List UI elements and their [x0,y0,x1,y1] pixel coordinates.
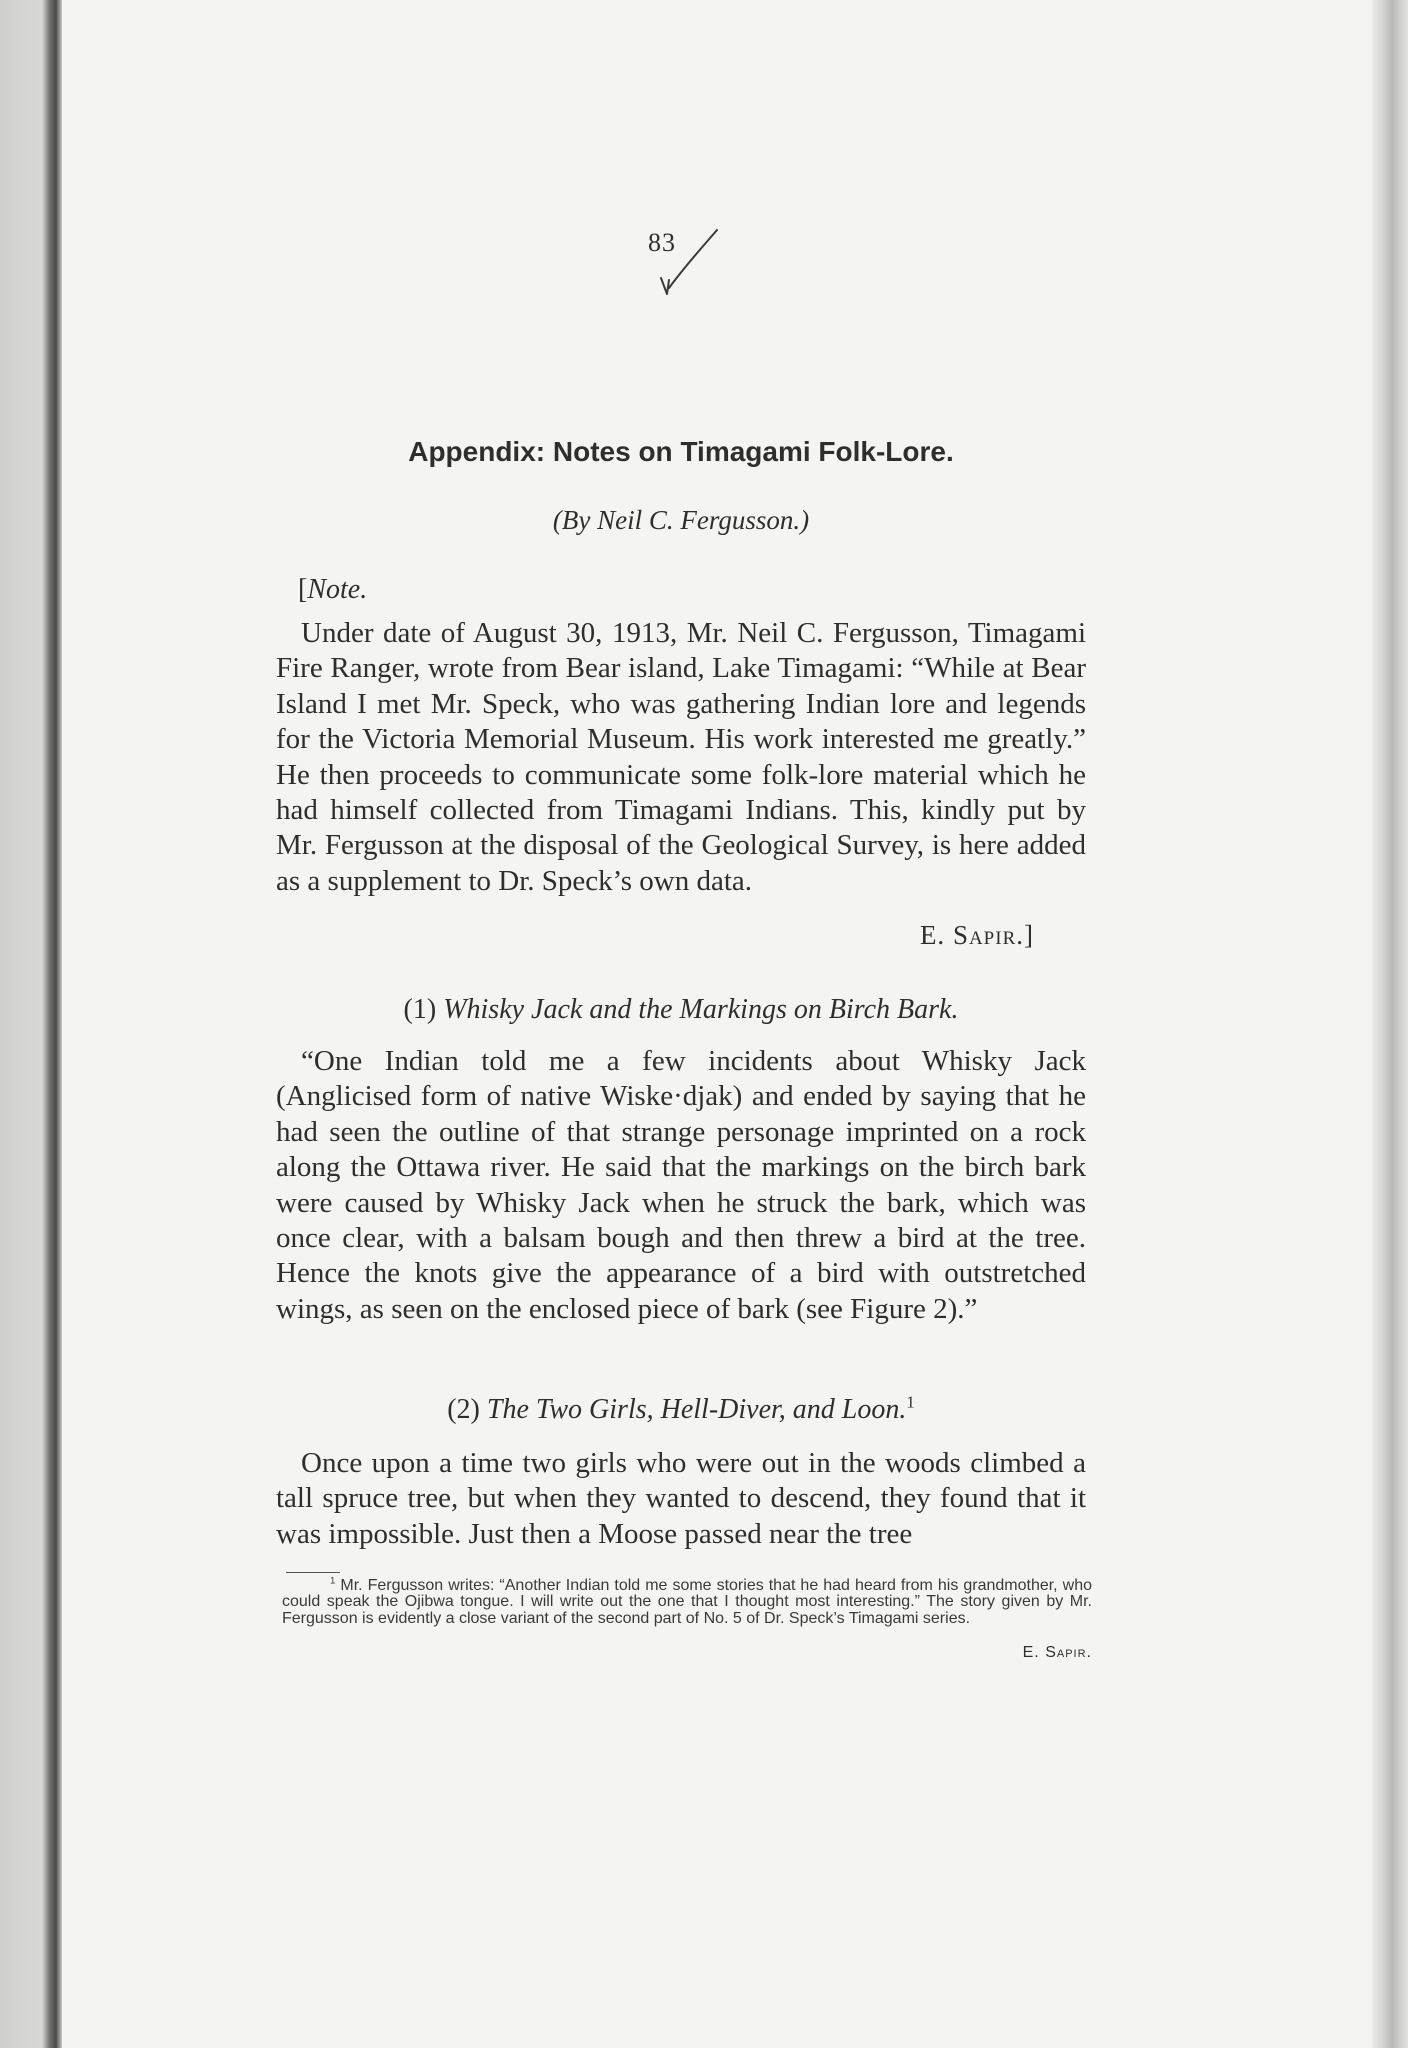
byline: (By Neil C. Fergusson.) [552,505,810,535]
note-signature-name: Sapir [952,920,1017,950]
section-2-paragraph: Once upon a time two girls who were out in the woods climbed a tall spruce tree, but when they wanted to descend, they found that it was impossible. Just then a Moose passed near the tree [276,1447,1086,1550]
section-2-heading [276,1394,1086,1426]
note-label-text: Note. [307,574,368,605]
footnote-signature-initial: E. [1022,1644,1040,1661]
note-label [298,574,367,606]
section-2-number: (2) [447,1394,480,1425]
footnote-signature [1023,1644,1092,1662]
footnote-reference: 1 [906,1392,915,1412]
note-open-bracket: [ [298,574,308,605]
page-title: Appendix: Notes on Timagami Folk-Lore. [408,436,954,467]
footnote-text: Mr. Fergusson writes: “Another Indian told me some stories that he had heard from his grandmother, who could speak the Ojibwa tongue. I will write out the one that I thought most interesting.” The story given by Mr. Fergusson is evidently a close variant of the second part of No. 5 of Dr. Speck’s Timagami series. [282,1577,1092,1627]
footnote-divider [286,1572,340,1573]
footnote [282,1575,1092,1627]
note-paragraph: Under date of August 30, 1913, Mr. Neil C. Fergusson, Timagami Fire Ranger, wrote from Bear island, Lake Timagami: “While at Bear Island I met Mr. Speck, who was gathering Indian lore and legends for the Victoria Memorial Museum. His work interested me greatly.” He then proceeds to communicate some folk-lore material which he had himself collected from Timagami Indians. This, kindly put by Mr. Fergusson at the disposal of the Geological Survey, is here added as a supplement to Dr. Speck’s own data. [276,617,1086,897]
book-binding-left [0,0,62,2048]
section-1-heading [276,994,1086,1026]
section-1-title: Whisky Jack and the Markings on Birch Bark. [443,994,959,1025]
footnote-marker: 1 [330,1575,336,1587]
note-signature-initial: E. [919,920,946,950]
section-2-title: The Two Girls, Hell-Diver, and Loon. [486,1394,907,1425]
note-signature-close: .] [1016,920,1034,950]
page-number: 83 [648,228,676,257]
section-1-paragraph: “One Indian told me a few incidents about Whisky Jack (Anglicised form of native Wiske·djak) and ended by saying that he had seen the outline of that strange personage imprinted on a rock along the Ottawa river. He said that the markings on the birch bark were caused by Whisky Jack when he struck the bark, which was once clear, with a balsam bough and then threw a bird at the tree. Hence the knots give the appearance of a bird with outstretched wings, as seen on the enclosed piece of bark (see Figure 2).” [276,1045,1086,1325]
book-binding-right [1372,0,1408,2048]
handwritten-check-icon [655,226,735,306]
footnote-signature-name: Sapir. [1045,1644,1092,1661]
note-signature [920,920,1034,951]
section-1-number: (1) [403,994,437,1025]
